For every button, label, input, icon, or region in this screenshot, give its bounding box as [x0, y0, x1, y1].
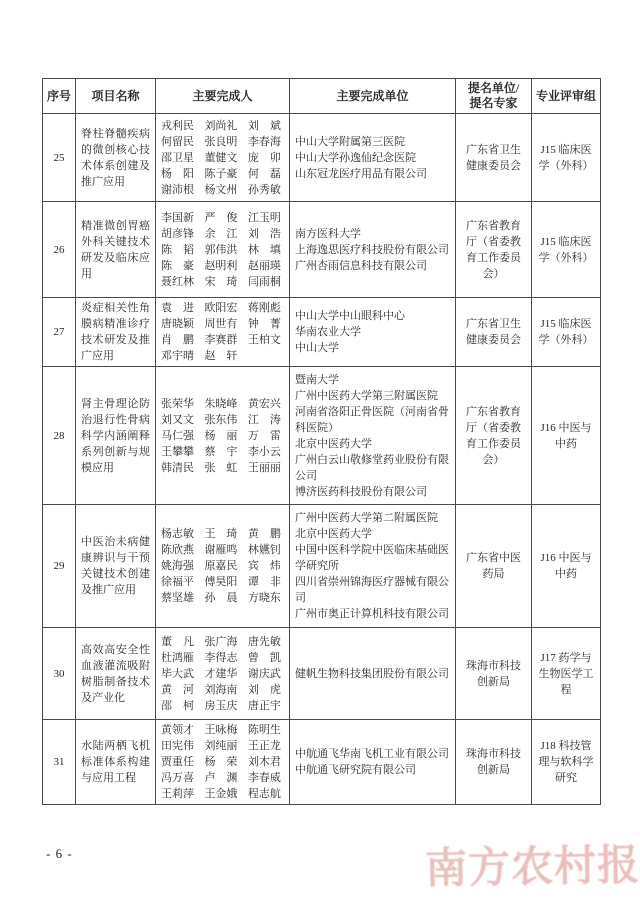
contributor-line	[161, 754, 284, 770]
table-header-row	[43, 79, 601, 114]
cell-review-group: J16 中医与中药	[532, 505, 601, 628]
contributor-name: 徐福平	[161, 576, 194, 588]
contributor-name: 江玉明	[247, 211, 281, 224]
contributor-name: 蒋刚彪	[247, 302, 281, 314]
unit-name: 山东冠龙医疗用品有限公司	[295, 167, 427, 180]
contributor-name: 宋琦	[204, 275, 238, 288]
unit-name: 中航通飞华南飞机工业有限公司	[295, 748, 449, 760]
cell-review-group: J16 中医与中药	[532, 367, 601, 505]
cell-main-contributors	[156, 505, 290, 628]
contributor-name: 孙晨	[204, 592, 238, 604]
contributor-name: 程志航	[247, 788, 281, 800]
cell-main-units	[290, 114, 456, 202]
contributor-name: 万雷	[247, 429, 281, 442]
contributor-line	[161, 396, 284, 412]
unit-name: 中山大学	[295, 342, 339, 354]
contributor-name: 姚海强	[161, 560, 194, 572]
contributor-name: 刘浩	[247, 227, 281, 240]
contributor-line	[161, 150, 284, 166]
unit-name: 河南省洛阳正骨医院（河南省骨科医院）	[295, 405, 449, 434]
unit-name: 中航通飞研究院有限公司	[295, 764, 416, 776]
contributor-line	[161, 698, 284, 714]
page-number: - 6 -	[46, 846, 73, 861]
contributor-name: 陈明生	[247, 724, 281, 736]
cell-main-contributors	[156, 114, 290, 202]
contributor-name: 刘木君	[247, 756, 281, 768]
cell-nominating-unit: 广东省教育厅（省委教育工作委员会）	[456, 367, 532, 505]
cell-main-units	[290, 720, 456, 805]
contributor-line	[161, 166, 284, 182]
contributor-name: 董凡	[161, 635, 194, 648]
contributor-name: 赵轩	[204, 350, 238, 362]
unit-name: 华南农业大学	[295, 326, 361, 338]
cell-nominating-unit: 广东省卫生健康委员会	[456, 114, 532, 202]
contributor-name: 毕大武	[161, 667, 194, 680]
contributor-line	[161, 682, 284, 698]
contributor-name: 唐晓颖	[161, 318, 194, 330]
contributor-name: 朱晓峰	[204, 397, 238, 410]
contributor-name: 谢庆武	[247, 667, 281, 680]
column-header-no: 序号	[43, 79, 76, 114]
contributor-name: 唐正宇	[247, 699, 281, 712]
contributor-name: 闫雨桐	[247, 275, 281, 288]
contributor-line	[161, 258, 284, 274]
table-row	[43, 298, 601, 367]
contributor-name: 李赛群	[204, 334, 238, 346]
contributor-name: 陈子豪	[204, 167, 238, 180]
table-row	[43, 114, 601, 202]
cell-nominating-unit: 珠海市科技创新局	[456, 720, 532, 805]
contributor-line	[161, 332, 284, 348]
contributor-line	[161, 412, 284, 428]
cell-project-name: 肾主骨理论防治退行性骨病科学内涵阐释系列创新与规模应用	[76, 367, 156, 505]
unit-name: 广州白云山敬修堂药业股份有限公司	[295, 453, 449, 482]
cell-review-group: J15 临床医学（外科）	[532, 114, 601, 202]
contributor-name: 李国新	[161, 211, 194, 224]
contributor-name: 刘又文	[161, 413, 194, 426]
cell-main-units	[290, 298, 456, 367]
cell-project-name: 炎症相关性角膜病精准诊疗技术研发及推广应用	[76, 298, 156, 367]
cell-main-units	[290, 628, 456, 720]
contributor-name: 张东伟	[204, 413, 238, 426]
cell-project-name: 脊柱脊髓疾病的微创核心技术体系创建及推广应用	[76, 114, 156, 202]
contributor-name: 刘海南	[204, 683, 238, 696]
contributor-name: 冯万喜	[161, 772, 194, 784]
contributor-line	[161, 444, 284, 460]
unit-name: 广州杏雨信息科技有限公司	[295, 259, 427, 272]
contributor-name: 黄宏兴	[247, 397, 281, 410]
contributor-name: 杨阳	[161, 167, 194, 180]
contributor-name: 韩清民	[161, 461, 194, 474]
contributor-name: 刘虎	[247, 683, 281, 696]
unit-name: 广州市奥正计算机科技有限公司	[295, 608, 449, 620]
contributor-name: 邓宇晴	[161, 350, 194, 362]
cell-project-name: 高效高安全性血液灌流吸附树脂制备技术及产业化	[76, 628, 156, 720]
contributor-name: 贾重任	[161, 756, 194, 768]
contributor-name: 原嘉民	[204, 560, 238, 572]
contributor-name: 张虹	[204, 461, 238, 474]
contributor-name: 钟菁	[247, 318, 281, 330]
contributor-name: 方晓东	[247, 592, 281, 604]
contributor-name: 刘纯丽	[204, 740, 238, 752]
contributor-name: 林嬿钊	[247, 544, 281, 556]
contributor-name: 黄领才	[161, 724, 194, 736]
contributor-name: 李得志	[204, 651, 238, 664]
contributor-name: 张广海	[204, 635, 238, 648]
column-header-project: 项目名称	[76, 79, 156, 114]
contributor-name: 曾凯	[247, 651, 281, 664]
contributor-line	[161, 316, 284, 332]
contributor-line	[161, 558, 284, 574]
contributor-name: 李春海	[247, 135, 281, 148]
contributor-line	[161, 650, 284, 666]
contributor-name: 杨文州	[204, 183, 238, 196]
contributor-line	[161, 460, 284, 476]
contributor-line	[161, 274, 284, 290]
contributor-line	[161, 574, 284, 590]
unit-name: 四川省崇州锦海医疗器械有限公司	[295, 576, 449, 604]
contributor-name: 黄河	[161, 683, 194, 696]
table-row	[43, 628, 601, 720]
awards-table	[42, 78, 601, 805]
contributor-name: 何磊	[247, 167, 281, 180]
unit-name: 北京中医药大学	[295, 437, 372, 450]
contributor-name: 傅昊阳	[204, 576, 238, 588]
unit-name: 广州中医药大学第二附属医院	[295, 512, 438, 524]
contributor-name: 陈韬	[161, 243, 194, 256]
contributor-line	[161, 182, 284, 198]
contributor-name: 刘斌	[247, 119, 281, 132]
contributor-name: 肖鹏	[161, 334, 194, 346]
contributor-name: 周世有	[204, 318, 238, 330]
contributor-name: 宾炜	[247, 560, 281, 572]
cell-serial-number: 28	[43, 367, 76, 505]
cell-main-units	[290, 202, 456, 298]
contributor-name: 邵柯	[161, 699, 194, 712]
cell-main-units	[290, 367, 456, 505]
contributor-name: 刘尚礼	[204, 119, 238, 132]
contributor-line	[161, 786, 284, 802]
cell-serial-number: 29	[43, 505, 76, 628]
contributor-name: 黄鹏	[247, 528, 281, 540]
contributor-line	[161, 526, 284, 542]
contributor-name: 谭非	[247, 576, 281, 588]
cell-project-name: 中医治未病健康辨识与干预关键技术创建及推广应用	[76, 505, 156, 628]
column-header-nominator: 提名单位/ 提名专家	[456, 79, 532, 114]
contributor-line	[161, 118, 284, 134]
contributor-name: 王攀攀	[161, 445, 194, 458]
contributor-line	[161, 666, 284, 682]
contributor-name: 郭伟洪	[204, 243, 238, 256]
contributor-line	[161, 542, 284, 558]
contributor-line	[161, 226, 284, 242]
contributor-name: 谢雁鸣	[204, 544, 238, 556]
table-row	[43, 720, 601, 805]
contributor-line	[161, 210, 284, 226]
contributor-name: 王柏文	[247, 334, 281, 346]
unit-name: 博济医药科技股份有限公司	[295, 485, 427, 498]
unit-name: 暨南大学	[295, 373, 339, 386]
contributor-name: 胡彦锋	[161, 227, 194, 240]
cell-review-group: J17 药学与生物医学工程	[532, 628, 601, 720]
contributor-name: 林填	[247, 243, 281, 256]
unit-name: 广州中医药大学第三附属医院	[295, 389, 438, 402]
contributor-name: 孙秀敏	[247, 183, 281, 196]
cell-project-name: 水陆两栖飞机标准体系构建与应用工程	[76, 720, 156, 805]
contributor-line	[161, 722, 284, 738]
contributor-name: 田宪伟	[161, 740, 194, 752]
unit-name: 上海逸思医疗科技股份有限公司	[295, 243, 449, 256]
unit-name: 中国中医科学院中医临床基础医学研究所	[295, 544, 449, 572]
contributor-line	[161, 428, 284, 444]
cell-review-group: J18 科技管理与软科学研究	[532, 720, 601, 805]
cell-serial-number: 26	[43, 202, 76, 298]
contributor-name: 赵丽瑛	[247, 259, 281, 272]
contributor-line	[161, 348, 284, 364]
contributor-name: 蔡宇	[204, 445, 238, 458]
contributor-name: 杜鸿雁	[161, 651, 194, 664]
cell-serial-number: 25	[43, 114, 76, 202]
cell-review-group: J15 临床医学（外科）	[532, 202, 601, 298]
contributor-name: 庞卯	[247, 151, 281, 164]
contributor-name: 严俊	[204, 211, 238, 224]
contributor-name: 房玉庆	[204, 699, 238, 712]
unit-name: 中山大学孙逸仙纪念医院	[295, 151, 416, 164]
contributor-line	[161, 738, 284, 754]
table-row	[43, 367, 601, 505]
contributor-name: 王咏梅	[204, 724, 238, 736]
unit-name: 健帆生物科技集团股份有限公司	[295, 667, 449, 680]
cell-serial-number: 27	[43, 298, 76, 367]
column-header-people: 主要完成人	[156, 79, 290, 114]
table-row	[43, 505, 601, 628]
contributor-name: 欧阳宏	[204, 302, 238, 314]
contributor-name: 余江	[204, 227, 238, 240]
contributor-name: 董健文	[204, 151, 238, 164]
cell-review-group: J15 临床医学（外科）	[532, 298, 601, 367]
contributor-name: 杨丽	[204, 429, 238, 442]
cell-project-name: 精准微创胃癌外科关键技术研发及临床应用	[76, 202, 156, 298]
contributor-name: 才建华	[204, 667, 238, 680]
contributor-name: 王金娥	[204, 788, 238, 800]
contributor-name: 李小云	[247, 445, 281, 458]
table-row	[43, 202, 601, 298]
contributor-line	[161, 242, 284, 258]
contributor-name: 聂红林	[161, 275, 194, 288]
contributor-name: 杨荣	[204, 756, 238, 768]
cell-serial-number: 31	[43, 720, 76, 805]
contributor-name: 王琦	[204, 528, 238, 540]
cell-nominating-unit: 广东省教育厅（省委教育工作委员会）	[456, 202, 532, 298]
contributor-name: 戎利民	[161, 119, 194, 132]
unit-name: 中山大学附属第三医院	[295, 135, 405, 148]
column-header-review-group: 专业评审组	[532, 79, 601, 114]
contributor-name: 蔡坚雄	[161, 592, 194, 604]
contributor-name: 何留民	[161, 135, 194, 148]
contributor-name: 王丽丽	[247, 461, 281, 474]
column-header-units: 主要完成单位	[290, 79, 456, 114]
contributor-name: 卢渊	[204, 772, 238, 784]
contributor-line	[161, 300, 284, 316]
contributor-line	[161, 590, 284, 606]
contributor-name: 邵卫星	[161, 151, 194, 164]
contributor-line	[161, 770, 284, 786]
contributor-name: 袁进	[161, 302, 194, 314]
newspaper-watermark: 南方农村报	[424, 840, 640, 893]
contributor-name: 陈欣燕	[161, 544, 194, 556]
contributor-name: 张荣华	[161, 397, 194, 410]
cell-main-contributors	[156, 202, 290, 298]
cell-main-units	[290, 505, 456, 628]
unit-name: 中山大学中山眼科中心	[295, 310, 405, 322]
contributor-name: 杨志敏	[161, 528, 194, 540]
contributor-name: 谢沛根	[161, 183, 194, 196]
cell-main-contributors	[156, 367, 290, 505]
contributor-line	[161, 634, 284, 650]
cell-nominating-unit: 珠海市科技创新局	[456, 628, 532, 720]
contributor-name: 江涛	[247, 413, 281, 426]
cell-serial-number: 30	[43, 628, 76, 720]
cell-main-contributors	[156, 720, 290, 805]
contributor-name: 赵明利	[204, 259, 238, 272]
cell-nominating-unit: 广东省中医药局	[456, 505, 532, 628]
contributor-name: 王正龙	[247, 740, 281, 752]
contributor-name: 王莉萍	[161, 788, 194, 800]
unit-name: 北京中医药大学	[295, 528, 372, 540]
cell-main-contributors	[156, 628, 290, 720]
unit-name: 南方医科大学	[295, 227, 361, 240]
contributor-name: 陈豪	[161, 259, 194, 272]
contributor-name: 李春威	[247, 772, 281, 784]
contributor-name: 张良明	[204, 135, 238, 148]
contributor-name: 马仁强	[161, 429, 194, 442]
contributor-name: 唐先敏	[247, 635, 281, 648]
cell-nominating-unit: 广东省卫生健康委员会	[456, 298, 532, 367]
contributor-line	[161, 134, 284, 150]
cell-main-contributors	[156, 298, 290, 367]
